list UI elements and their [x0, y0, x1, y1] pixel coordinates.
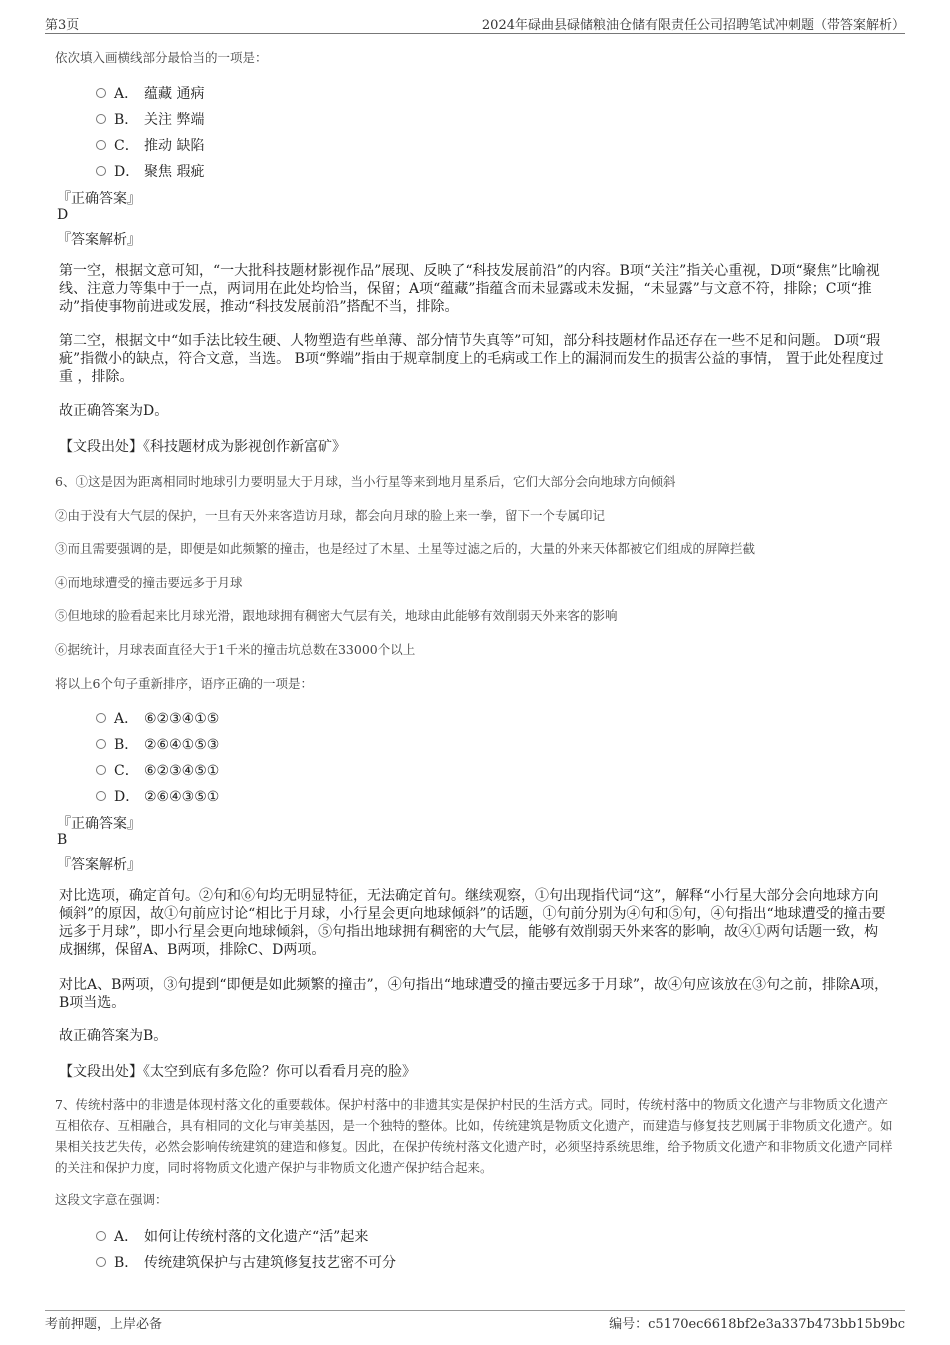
- option-letter: B．: [114, 1255, 139, 1271]
- q7-option-b[interactable]: [96, 1252, 396, 1272]
- footer-slogan: 考前押题，上岸必备: [45, 1317, 163, 1332]
- option-text: 推动 缺陷: [144, 138, 205, 154]
- q6-source: 【文段出处】《太空到底有多危险？你可以看看月亮的脸》: [59, 1064, 416, 1080]
- q6-analysis-paragraph-2: 对比A、B两项，③句提到“即便是如此频繁的撞击”，④句指出“地球遭受的撞击要远多于月球”，故④句应该放在③句之前，排除A项，B项当选。: [59, 977, 889, 1011]
- q6-answer: B: [57, 832, 68, 848]
- q6-option-a[interactable]: [96, 708, 219, 728]
- option-letter: B．: [114, 737, 139, 753]
- document-id: 编号：c5170ec6618bf2e3a337b473bb15b9bc: [609, 1317, 905, 1332]
- page-number: 第3页: [45, 18, 80, 33]
- option-text: 传统建筑保护与古建筑修复技艺密不可分: [144, 1255, 396, 1271]
- q5-answer-label: 『正确答案』: [57, 191, 141, 207]
- q7-option-a[interactable]: [96, 1226, 368, 1246]
- q6-prompt: 将以上6个句子重新排序，语序正确的一项是：: [55, 676, 313, 691]
- option-text: ②⑥④③⑤①: [144, 789, 220, 805]
- radio-icon[interactable]: [96, 140, 106, 150]
- option-text: 聚焦 瑕疵: [144, 164, 205, 180]
- q6-sentence-1: 6、①这是因为距离相同时地球引力要明显大于月球，当小行星等来到地月星系后，它们大部分会向地球方向倾斜: [55, 474, 676, 489]
- q6-conclusion: 故正确答案为B。: [59, 1028, 168, 1044]
- q6-answer-label: 『正确答案』: [57, 816, 141, 832]
- q5-option-c[interactable]: [96, 135, 204, 155]
- radio-icon[interactable]: [96, 1257, 106, 1267]
- header-divider: [45, 33, 905, 34]
- q5-source: 【文段出处】《科技题材成为影视创作新富矿》: [59, 439, 346, 455]
- option-letter: C．: [114, 763, 139, 779]
- q5-analysis-paragraph-2: 第二空，根据文中“如手法比较生硬、人物塑造有些单薄、部分情节失真等”可知，部分科技题材作品还存在一些不足和问题。 D项“瑕疵”指微小的缺点，符合文意，当选。 B项“弊端”指由于规章制度上的毛病或工作上的漏洞而发生的损害公益的事情， 置于此处程度过重 ，排除。: [59, 333, 884, 385]
- q5-analysis-label: 『答案解析』: [57, 232, 141, 248]
- q5-prompt: 依次填入画横线部分最恰当的一项是：: [55, 50, 268, 65]
- radio-icon[interactable]: [96, 791, 106, 801]
- option-text: ②⑥④①⑤③: [144, 737, 220, 753]
- option-letter: D．: [114, 164, 140, 180]
- radio-icon[interactable]: [96, 1231, 106, 1241]
- option-text: ⑥②③④⑤①: [144, 763, 220, 779]
- document-title: 2024年碌曲县碌储粮油仓储有限责任公司招聘笔试冲刺题（带答案解析）: [481, 18, 905, 33]
- option-text: ⑥②③④①⑤: [144, 711, 220, 727]
- option-letter: A．: [114, 1229, 139, 1245]
- option-letter: B．: [114, 112, 139, 128]
- q5-conclusion: 故正确答案为D。: [59, 403, 169, 419]
- option-letter: D．: [114, 789, 140, 805]
- radio-icon[interactable]: [96, 739, 106, 749]
- q6-option-d[interactable]: [96, 786, 219, 806]
- option-text: 蕴藏 通病: [144, 86, 205, 102]
- footer-divider: [45, 1310, 905, 1311]
- q7-passage: 7、传统村落中的非遗是体现村落文化的重要载体。保护村落中的非遗其实是保护村民的生活方式。同时，传统村落中的物质文化遗产与非物质文化遗产互相依存、互相融合，具有相同的文化与审美基因，是一个独特的整体。比如，传统建筑是物质文化遗产，而建造与修复技艺则属于非物质文化遗产。如果相关技艺失传，必然会影响传统建筑的建造和修复。因此，在保护传统村落文化遗产时，必须坚持系统思维，给予物质文化遗产和非物质文化遗产同样的关注和保护力度，同时将物质文化遗产保护与非物质文化遗产保护结合起来。: [55, 1097, 893, 1175]
- q6-analysis-paragraph-1: 对比选项，确定首句。②句和⑥句均无明显特征，无法确定首句。继续观察，①句出现指代词“这”，解释“小行星大部分会向地球方向倾斜”的原因，故①句前应讨论“相比于月球，小行星会更向地球倾斜”的话题，①句前分别为④句和⑤句，④句指出“地球遭受的撞击要远多于月球”，即小行星会更向地球倾斜，⑤句指出地球拥有稠密的大气层，能够有效削弱天外来客的影响，故④①两句话题一致，构成捆绑，保留A、B两项，排除C、D两项。: [59, 888, 886, 958]
- q7-prompt: 这段文字意在强调：: [55, 1192, 168, 1207]
- q6-option-b[interactable]: [96, 734, 219, 754]
- option-text: 关注 弊端: [144, 112, 205, 128]
- q6-sentence-5: ⑤但地球的脸看起来比月球光滑，跟地球拥有稠密大气层有关，地球由此能够有效削弱天外来客的影响: [55, 608, 618, 623]
- radio-icon[interactable]: [96, 713, 106, 723]
- option-letter: C．: [114, 138, 139, 154]
- radio-icon[interactable]: [96, 166, 106, 176]
- q6-option-c[interactable]: [96, 760, 219, 780]
- q6-sentence-6: ⑥据统计，月球表面直径大于1千米的撞击坑总数在33000个以上: [55, 642, 416, 657]
- radio-icon[interactable]: [96, 88, 106, 98]
- q5-analysis-paragraph-1: 第一空，根据文意可知，“一大批科技题材影视作品”展现、反映了“科技发展前沿”的内容。B项“关注”指关心重视，D项“聚焦”比喻视线、注意力等集中于一点，两词用在此处均恰当，保留；A项“蕴藏”指蕴含而未显露或未发掘，“未显露”与文意不符，排除；C项“推动”指使事物前进或发展，推动“科技发展前沿”搭配不当，排除。: [59, 263, 880, 315]
- q5-option-b[interactable]: [96, 109, 204, 129]
- q5-option-a[interactable]: [96, 83, 204, 103]
- option-letter: A．: [114, 86, 139, 102]
- page-footer: [45, 1313, 905, 1331]
- option-text: 如何让传统村落的文化遗产“活”起来: [144, 1229, 369, 1245]
- page-header: [45, 14, 905, 32]
- radio-icon[interactable]: [96, 765, 106, 775]
- q6-sentence-4: ④而地球遭受的撞击要远多于月球: [55, 575, 243, 590]
- q5-answer: D: [57, 207, 69, 223]
- radio-icon[interactable]: [96, 114, 106, 124]
- q6-sentence-2: ②由于没有大气层的保护，一旦有天外来客造访月球，都会向月球的脸上来一拳，留下一个专属印记: [55, 508, 606, 523]
- q6-analysis-label: 『答案解析』: [57, 857, 141, 873]
- q5-option-d[interactable]: [96, 161, 204, 181]
- option-letter: A．: [114, 711, 139, 727]
- q6-sentence-3: ③而且需要强调的是，即便是如此频繁的撞击，也是经过了木星、土星等过滤之后的，大量的外来天体都被它们组成的屏障拦截: [55, 541, 756, 556]
